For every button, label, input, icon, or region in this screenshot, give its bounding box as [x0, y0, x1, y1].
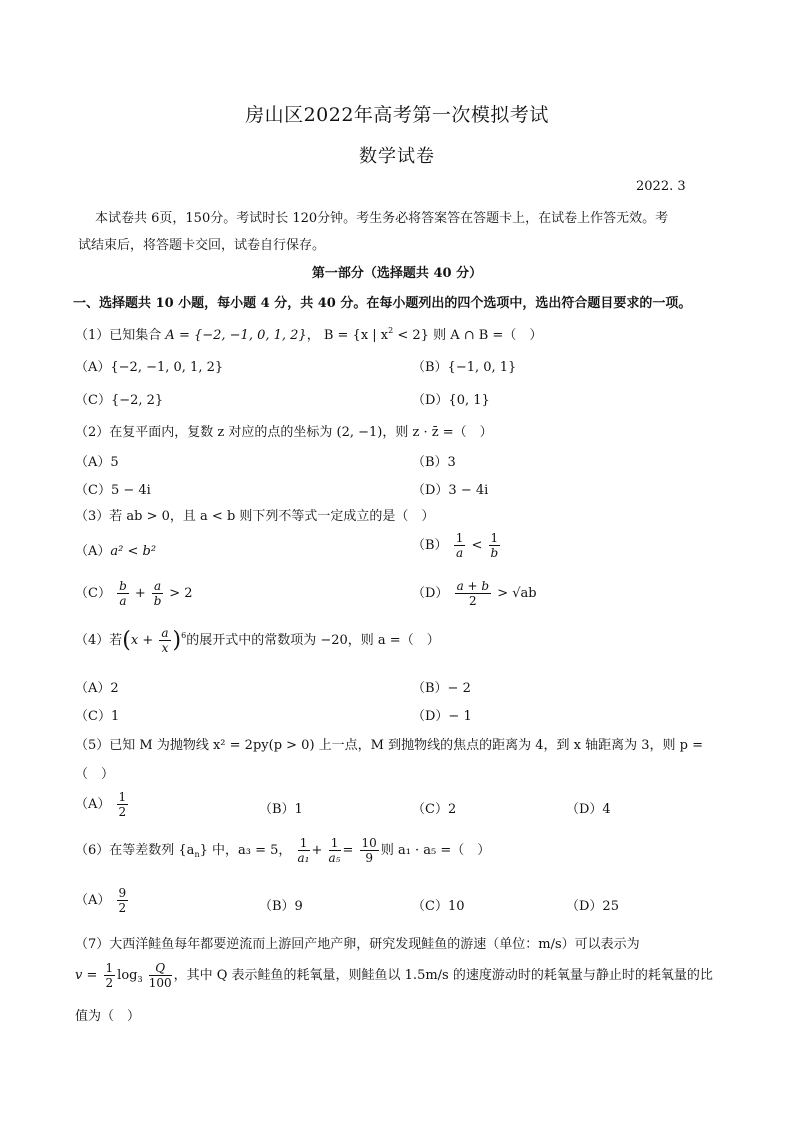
q3-c-frac-2: $\frac{a}{b}$ — [153, 579, 162, 608]
q5-option-c: （C）2 — [412, 802, 457, 817]
question-6-stem: （6）在等差数列 $\{a_n\}$ 中，a₃ = 5， $\frac{1}{\text{a₁}}$ + $\frac{1}{\text{a₅}}$ = $\frac{10}{9}$ 则 a₁ · a₅ =（ ） — [75, 836, 491, 865]
q2-option-d: （D）3 − 4i — [412, 483, 489, 498]
question-5-stem-line1: （5）已知 M 为抛物线 x² = 2py(p > 0) 上一点，M 到抛物线的焦点的距离为 4，到 x 轴距离为 3，则 p = — [75, 738, 703, 753]
q4-option-a: （A）2 — [75, 681, 119, 696]
q4-option-c: （C）1 — [75, 709, 120, 724]
q7-frac-q: $\frac{Q}{100}$ — [148, 961, 172, 990]
q1-option-a: （A）{−2, −1, 0, 1, 2} — [75, 360, 224, 375]
q7-frac-half: $\frac{1}{2}$ — [105, 961, 114, 990]
q6-frac-1: $\frac{1}{\text{a₁}}$ — [297, 836, 310, 865]
q3-option-c: （C） $\frac{b}{a}$ + $\frac{a}{b}$ > 2 — [75, 579, 193, 608]
q1-set-b-prefix: ， B = {x | x — [306, 328, 389, 343]
q1-option-d: （D）{0, 1} — [412, 393, 490, 408]
q3-c-frac-1: $\frac{b}{a}$ — [119, 579, 127, 608]
q6-option-a: （A） $\frac{9}{2}$ — [75, 886, 127, 915]
q6-frac-3: $\frac{10}{9}$ — [361, 836, 377, 865]
q1-option-b: （B）{−1, 0, 1} — [412, 360, 517, 375]
question-7-stem-line2: v = $\frac{1}{2}$ $\log_3$ $\frac{Q}{100}$ ，其中 Q 表示鲑鱼的耗氧量，则鲑鱼以 1.5m/s 的速度游动时的耗氧量与静止时的耗氧量的比 — [75, 961, 713, 990]
question-3-stem: （3）若 ab > 0，且 a < b 则下列不等式一定成立的是（ ） — [75, 509, 435, 524]
section-heading: 一、选择题共 10 小题，每小题 4 分，共 40 分。在每小题列出的四个选项中，选出符合题目要求的一项。 — [73, 296, 692, 311]
q6-frac-2: $\frac{1}{\text{a₅}}$ — [328, 836, 341, 865]
q3-option-a-expr: a² < b² — [110, 544, 157, 559]
part-title: 第一部分（选择题共 40 分） — [311, 266, 483, 281]
q3-b-frac-1: $\frac{1}{a}$ — [455, 531, 464, 560]
q1-set-a: A = {−2, −1, 0, 1, 2} — [165, 328, 307, 343]
intro-text-line2: 试结束后，将答题卡交回，试卷自行保存。 — [78, 238, 326, 253]
q4-frac: $\frac{a}{x}$ — [161, 626, 169, 655]
question-7-stem-line1: （7）大西洋鲑鱼每年都要逆流而上游回产地产卵，研究发现鲑鱼的游速（单位：m/s）可以表示为 — [75, 937, 640, 952]
question-5-stem-line2: （ ） — [75, 767, 115, 782]
question-4-stem: （4）若(x + $\frac{a}{x}$ )$^6$的展开式中的常数项为 −20，则 a =（ ） — [75, 626, 440, 655]
q1-set-b-suffix: < 2} 则 A ∩ B =（ ） — [393, 328, 543, 343]
q2-option-c: （C）5 − 4i — [75, 483, 151, 498]
question-7-stem-line3: 值为（ ） — [75, 1009, 141, 1024]
exam-date: 2022. 3 — [636, 179, 686, 194]
q5-a-frac: $\frac{1}{2}$ — [118, 790, 127, 819]
q5-option-b: （B）1 — [259, 802, 303, 817]
q3-b-frac-2: $\frac{1}{b}$ — [490, 531, 499, 560]
q6-a-frac: $\frac{9}{2}$ — [118, 886, 127, 915]
q1-stem-prefix: （1）已知集合 — [75, 328, 162, 343]
q6-option-b: （B）9 — [259, 899, 303, 914]
q3-option-d: （D） $\frac{a + b}{2}$ > √ab — [412, 579, 537, 608]
q5-option-a: （A） $\frac{1}{2}$ — [75, 790, 127, 819]
q6-option-d: （D）25 — [566, 899, 619, 914]
question-2-stem: （2）在复平面内，复数 z 对应的点的坐标为 (2, −1)，则 z · z̄ =（ ） — [75, 425, 493, 440]
q3-d-frac: $\frac{a + b}{2}$ — [456, 579, 490, 608]
q3-option-b: （B） $\frac{1}{a}$ < $\frac{1}{b}$ — [412, 531, 499, 560]
q5-option-d: （D）4 — [566, 802, 611, 817]
intro-text-line1: 本试卷共 6页，150分。考试时长 120分钟。考生务必将答案答在答题卡上，在试卷上作答无效。考 — [95, 211, 669, 226]
q4-option-b: （B）− 2 — [412, 681, 471, 696]
q2-option-a: （A）5 — [75, 455, 119, 470]
exam-title: 房山区2022年高考第一次模拟考试 — [245, 104, 549, 126]
q1-option-c: （C）{−2, 2} — [75, 393, 164, 408]
q2-option-b: （B）3 — [412, 455, 456, 470]
exam-subtitle: 数学试卷 — [359, 146, 435, 167]
question-1-stem: （1）已知集合 A = {−2, −1, 0, 1, 2}， B = {x | $x^2 < 2$} 则 A ∩ B =（ ） — [75, 326, 543, 343]
q3-option-a: （A）a² < b² — [75, 544, 157, 559]
q4-option-d: （D）− 1 — [412, 709, 472, 724]
q6-option-c: （C）10 — [412, 899, 465, 914]
